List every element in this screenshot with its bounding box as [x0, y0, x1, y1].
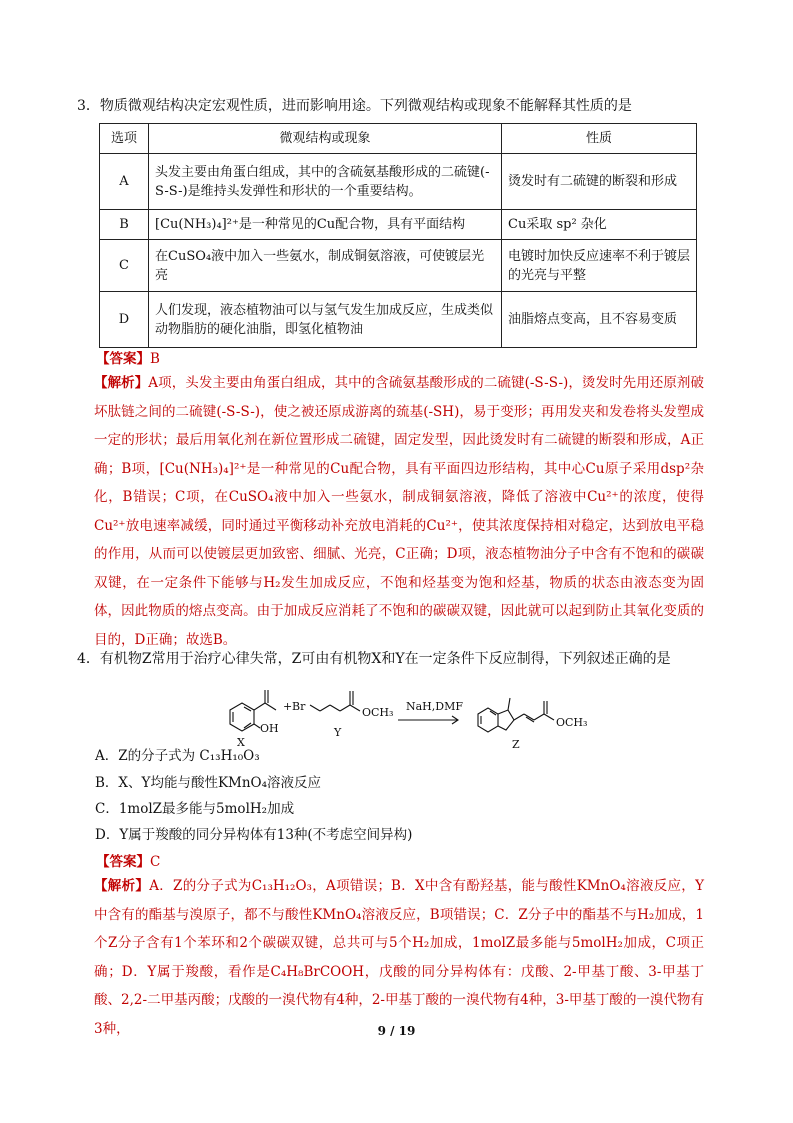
q3-stem: 3．物质微观结构决定宏观性质，进而影响用途。下列微观结构或现象不能解释其性质的是 [77, 98, 632, 114]
analysis-tag: 【解析】 [94, 375, 149, 391]
reaction-scheme [210, 680, 630, 760]
option-c: C．1molZ最多能与5molH₂加成 [95, 801, 295, 817]
y-label: Y [334, 726, 342, 739]
q3-table [99, 123, 697, 348]
q3-analysis [94, 369, 704, 654]
header-property: 性质 [502, 124, 697, 154]
reagent-label: NaH,DMF [406, 700, 463, 713]
q4-analysis [94, 872, 704, 1043]
option-a: A．Z的分子式为 C₁₃H₁₀O₃ [95, 748, 260, 764]
row-micro: [Cu(NH₃)₄]²⁺是一种常见的Cu配合物，具有平面结构 [149, 210, 502, 240]
z-och3-label: OCH₃ [556, 716, 588, 729]
table-header-row [100, 124, 697, 154]
option-b: B．X、Y均能与酸性KMnO₄溶液反应 [95, 775, 322, 791]
q3-answer [96, 347, 160, 367]
row-property: 电镀时加快反应速率不利于镀层的光亮与平整 [502, 240, 697, 292]
analysis-tag: 【解析】 [94, 878, 150, 894]
header-option: 选项 [100, 124, 149, 154]
page-number: 9 / 19 [377, 1024, 416, 1038]
row-option: A [100, 154, 149, 210]
row-property: Cu采取 sp² 杂化 [502, 210, 697, 240]
q4-answer [96, 850, 160, 870]
row-micro: 头发主要由角蛋白组成，其中的含硫氨基酸形成的二硫键(-S-S-)是维持头发弹性和形状的一个重要结构。 [149, 154, 502, 210]
z-label: Z [512, 738, 520, 751]
row-property: 烫发时有二硫键的断裂和形成 [502, 154, 697, 210]
table-row [100, 240, 697, 292]
row-option: C [100, 240, 149, 292]
y-och3-label: OCH₃ [362, 706, 394, 719]
row-option: D [100, 292, 149, 348]
q4-stem: 4．有机物Z常用于治疗心律失常，Z可由有机物X和Y在一定条件下反应制得，下列叙述正确的是 [77, 651, 671, 667]
analysis-text: A项，头发主要由角蛋白组成，其中的含硫氨基酸形成的二硫键(-S-S-)，烫发时先用还原剂破坏肽链之间的二硫键(-S-S-)，使之被还原成游离的巯基(-SH)，易于变形；再用发夹和发卷将头发塑成一定的形状；最后用氧化剂在新位置形成二硫键，固定发型，因此烫发时有二硫键的断裂和形成，A正确；B项，[Cu(NH₃)₄]²⁺是一种常见的Cu配合物，具有平面四边形结构，其中心Cu原子采用dsp²杂化，B错误；C项，在CuSO₄液中加入一些氨水，制成铜氨溶液，降低了溶液中Cu²⁺的浓度，使得Cu²⁺放电速率减缓，同时通过平衡移动补充放电消耗的Cu²⁺，使其浓度保持相对稳定，达到放电平稳的作用，从而可以使镀层更加致密、细腻、光亮，C正确；D项，液态植物油分子中含有不饱和的碳碳双键，在一定条件下能够与H₂发生加成反应，不饱和烃基变为饱和烃基，物质的状态由液态变为固体，因此物质的熔点变高。由于加成反应消耗了不饱和的碳碳双键，因此就可以起到防止其氧化变质的目的，D正确；故选B。 [94, 375, 705, 648]
option-d: D．Y属于羧酸的同分异构体有13种(不考虑空间异构) [95, 827, 413, 843]
answer-value: C [150, 854, 161, 870]
table-row [100, 292, 697, 348]
answer-tag: 【答案】 [96, 351, 150, 367]
header-micro: 微观结构或现象 [149, 124, 502, 154]
row-micro: 人们发现，液态植物油可以与氢气发生加成反应，生成类似动物脂肪的硬化油脂，即氢化植物油 [149, 292, 502, 348]
table-row [100, 210, 697, 240]
table-row [100, 154, 697, 210]
plus-sign: + [283, 700, 293, 713]
br-label: Br [292, 700, 306, 713]
answer-value: B [150, 351, 160, 367]
row-micro: 在CuSO₄液中加入一些氨水，制成铜氨溶液，可使镀层光亮 [149, 240, 502, 292]
x-label: X [237, 736, 245, 749]
answer-tag: 【答案】 [96, 854, 150, 870]
row-property: 油脂熔点变高，且不容易变质 [502, 292, 697, 348]
row-option: B [100, 210, 149, 240]
oh-label: OH [260, 722, 279, 735]
analysis-text: A．Z的分子式为C₁₃H₁₂O₃，A项错误；B．X中含有酚羟基，能与酸性KMnO₄溶液反应，Y中含有的酯基与溴原子，都不与酸性KMnO₄溶液反应，B项错误；C．Z分子中的酯基不与H₂加成，1个Z分子含有1个苯环和2个碳碳双键，总共可与5个H₂加成，1molZ最多能与5molH₂加成，C项正确；D．Y属于羧酸，看作是C₄H₈BrCOOH，戊酸的同分异构体有：戊酸、2-甲基丁酸、3-甲基丁酸、2,2-二甲基丙酸；戊酸的一溴代物有4种，2-甲基丁酸的一溴代物有4种，3-甲基丁酸的一溴代物有3种， [94, 878, 704, 1037]
